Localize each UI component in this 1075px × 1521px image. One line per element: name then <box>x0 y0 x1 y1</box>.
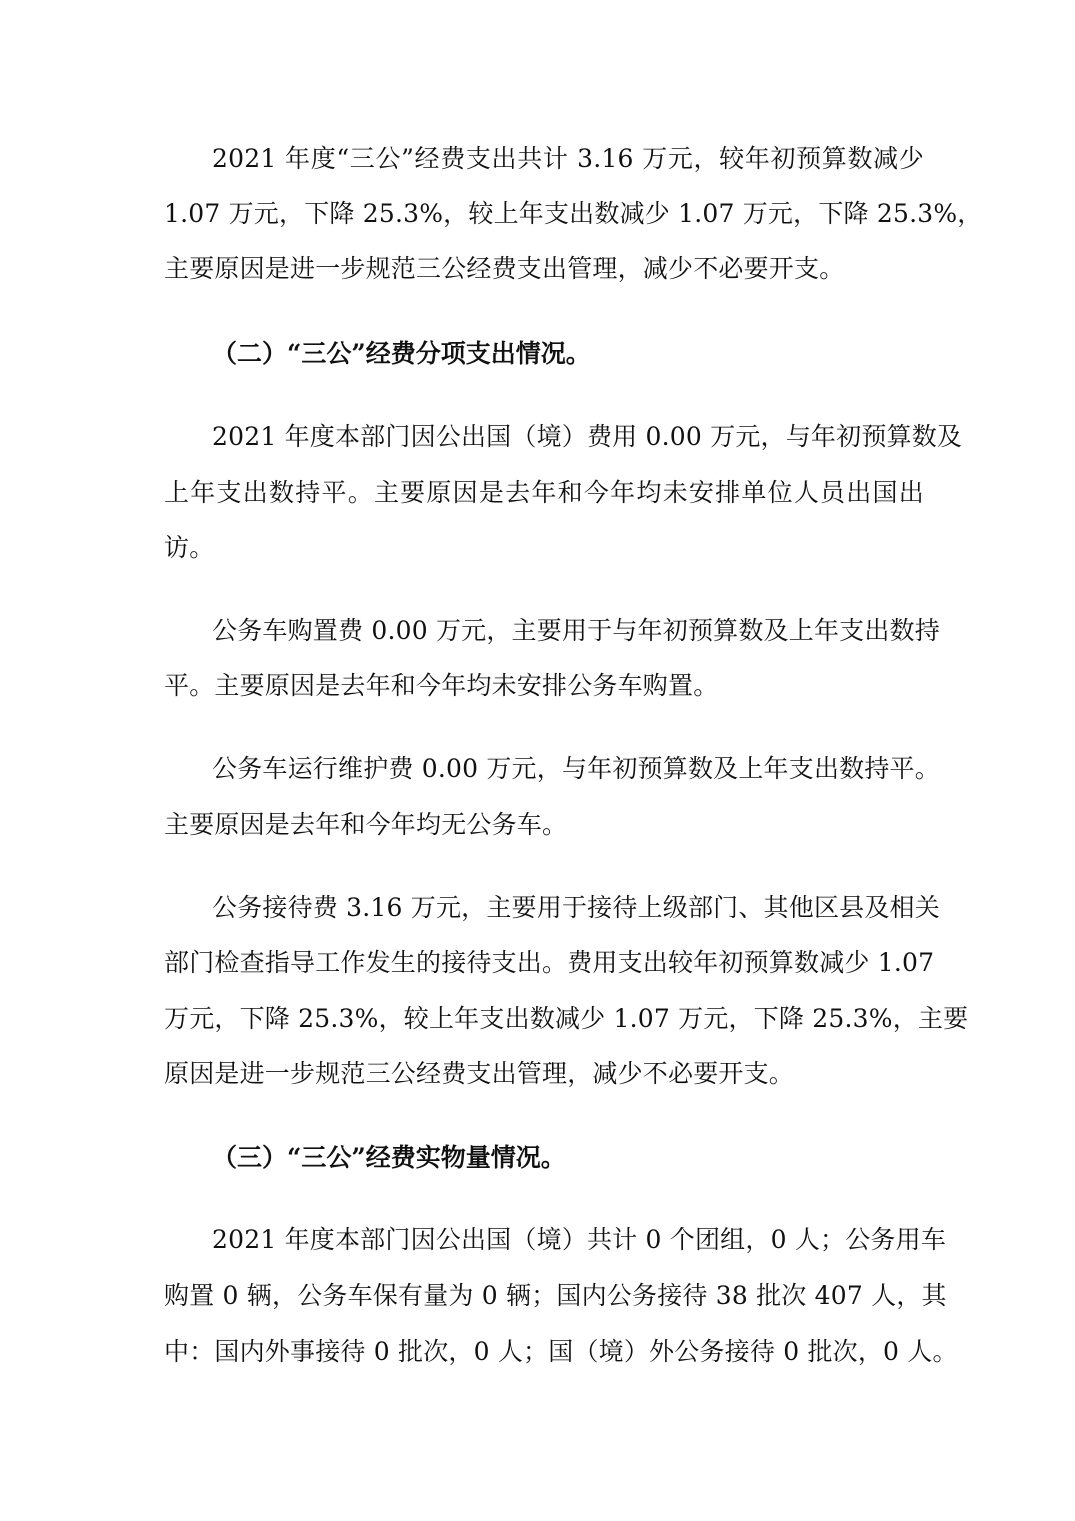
paragraph-2-line-3: 访。 <box>164 533 215 562</box>
paragraph-4-line-2: 主要原因是去年和今年均无公务车。 <box>164 810 568 839</box>
paragraph-1-line-1: 2021 年度“三公”经费支出共计 3.16 万元，较年初预算数减少 <box>212 144 924 173</box>
paragraph-6-line-2: 购置 0 辆，公务车保有量为 0 辆；国内公务接待 38 批次 407 人，其 <box>164 1281 947 1310</box>
paragraph-2-line-1: 2021 年度本部门因公出国（境）费用 0.00 万元，与年初预算数及 <box>212 422 963 451</box>
paragraph-5-line-2: 部门检查指导工作发生的接待支出。费用支出较年初预算数减少 1.07 <box>164 948 935 977</box>
paragraph-3-line-2: 平。主要原因是去年和今年均未安排公务车购置。 <box>164 671 719 700</box>
paragraph-5-line-4: 原因是进一步规范三公经费支出管理，减少不必要开支。 <box>164 1059 795 1088</box>
paragraph-6-line-3: 中：国内外事接待 0 批次，0 人；国（境）外公务接待 0 批次，0 人。 <box>164 1337 958 1366</box>
paragraph-6-line-1: 2021 年度本部门因公出国（境）共计 0 个团组，0 人；公务用车 <box>212 1225 947 1254</box>
paragraph-1-line-2: 1.07 万元，下降 25.3%，较上年支出数减少 1.07 万元，下降 25.3%， <box>164 199 983 228</box>
section-heading-2: （二）“三公”经费分项支出情况。 <box>212 339 591 368</box>
paragraph-5-line-1: 公务接待费 3.16 万元，主要用于接待上级部门、其他区县及相关 <box>212 893 940 922</box>
paragraph-3-line-1: 公务车购置费 0.00 万元，主要用于与年初预算数及上年支出数持 <box>212 616 940 645</box>
paragraph-5-line-3: 万元，下降 25.3%，较上年支出数减少 1.07 万元，下降 25.3%，主要 <box>164 1004 969 1033</box>
section-heading-3: （三）“三公”经费实物量情况。 <box>212 1143 566 1172</box>
paragraph-4-line-1: 公务车运行维护费 0.00 万元，与年初预算数及上年支出数持平。 <box>212 754 940 783</box>
paragraph-1-line-3: 主要原因是进一步规范三公经费支出管理，减少不必要开支。 <box>164 254 845 283</box>
paragraph-2-line-2: 上年支出数持平。主要原因是去年和今年均未安排单位人员出国出 <box>164 478 924 507</box>
